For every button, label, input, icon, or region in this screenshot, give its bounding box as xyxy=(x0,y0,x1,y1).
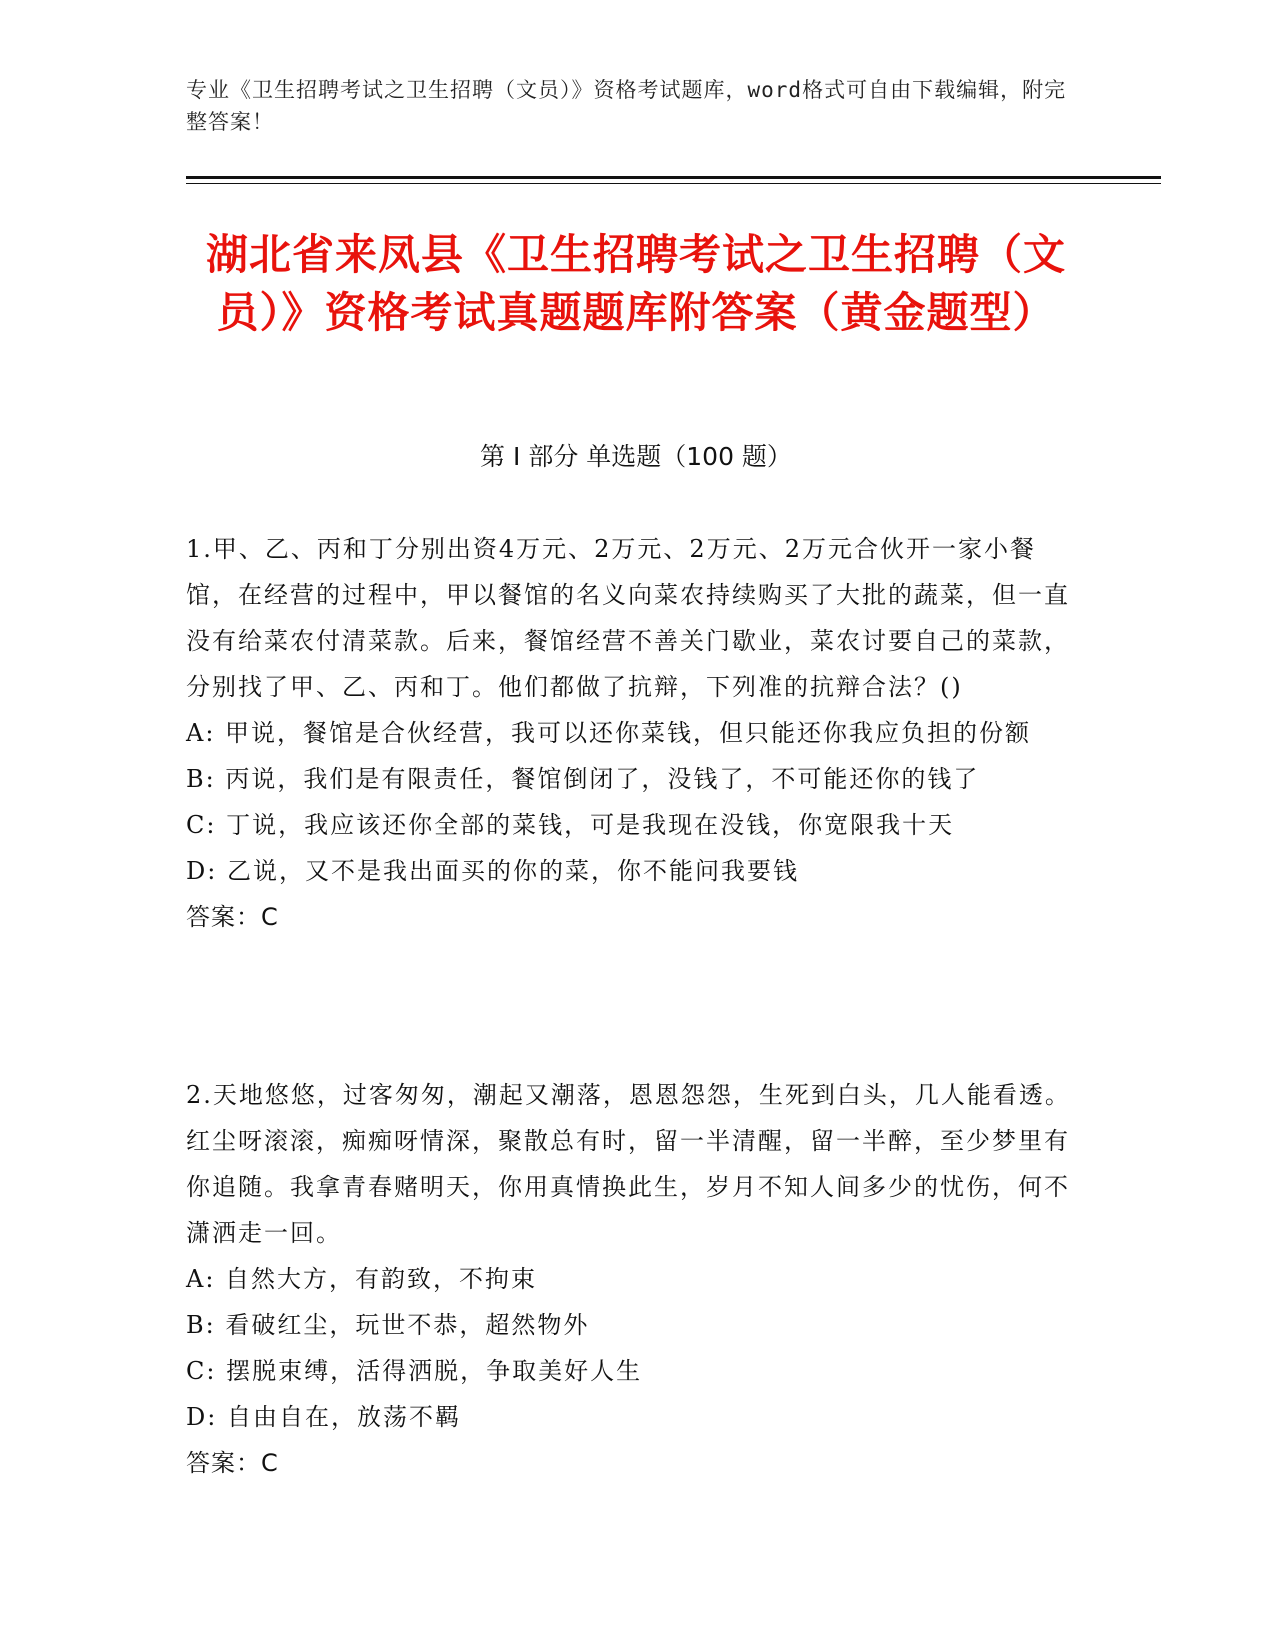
option-d: D: 乙说，又不是我出面买的你的菜，你不能问我要钱 xyxy=(186,857,799,885)
option-a: A: 自然大方，有韵致，不拘束 xyxy=(186,1265,538,1293)
option-c: C: 丁说，我应该还你全部的菜钱，可是我现在没钱，你宽限我十天 xyxy=(186,811,955,839)
document-title: 湖北省来凤县《卫生招聘考试之卫生招聘（文员）》资格考试真题题库附答案（黄金题型） xyxy=(205,230,1066,337)
header-divider-thick xyxy=(186,176,1161,179)
answer: 答案：C xyxy=(186,903,279,931)
question-2 xyxy=(186,1072,1076,1486)
section-heading: 第 I 部分 单选题（100 题） xyxy=(480,442,792,471)
option-a: A: 甲说，餐馆是合伙经营，我可以还你菜钱，但只能还你我应负担的份额 xyxy=(186,719,1032,747)
option-b: B: 看破红尘，玩世不恭，超然物外 xyxy=(186,1311,590,1339)
option-b: B: 丙说，我们是有限责任，餐馆倒闭了，没钱了，不可能还你的钱了 xyxy=(186,765,980,793)
option-c: C: 摆脱束缚，活得洒脱，争取美好人生 xyxy=(186,1357,643,1385)
question-stem: 2.天地悠悠，过客匆匆，潮起又潮落，恩恩怨怨，生死到白头，几人能看透。红尘呀滚滚，痴痴呀情深，聚散总有时，留一半清醒，留一半醉，至少梦里有你追随。我拿青春赌明天，你用真情换此生，岁月不知人间多少的忧伤，何不潇洒走一回。 xyxy=(186,1081,1071,1247)
header-note: 专业《卫生招聘考试之卫生招聘（文员）》资格考试题库，word格式可自由下载编辑，附完整答案！ xyxy=(186,78,1067,134)
header-divider-thin xyxy=(186,183,1161,184)
question-1 xyxy=(186,526,1076,940)
option-d: D: 自由自在，放荡不羁 xyxy=(186,1403,461,1431)
question-stem: 1.甲、乙、丙和丁分别出资4万元、2万元、2万元、2万元合伙开一家小餐馆，在经营的过程中，甲以餐馆的名义向菜农持续购买了大批的蔬菜，但一直没有给菜农付清菜款。后来，餐馆经营不善关门歇业，菜农讨要自己的菜款，分别找了甲、乙、丙和丁。他们都做了抗辩，下列准的抗辩合法？() xyxy=(186,535,1070,701)
answer: 答案：C xyxy=(186,1449,279,1477)
